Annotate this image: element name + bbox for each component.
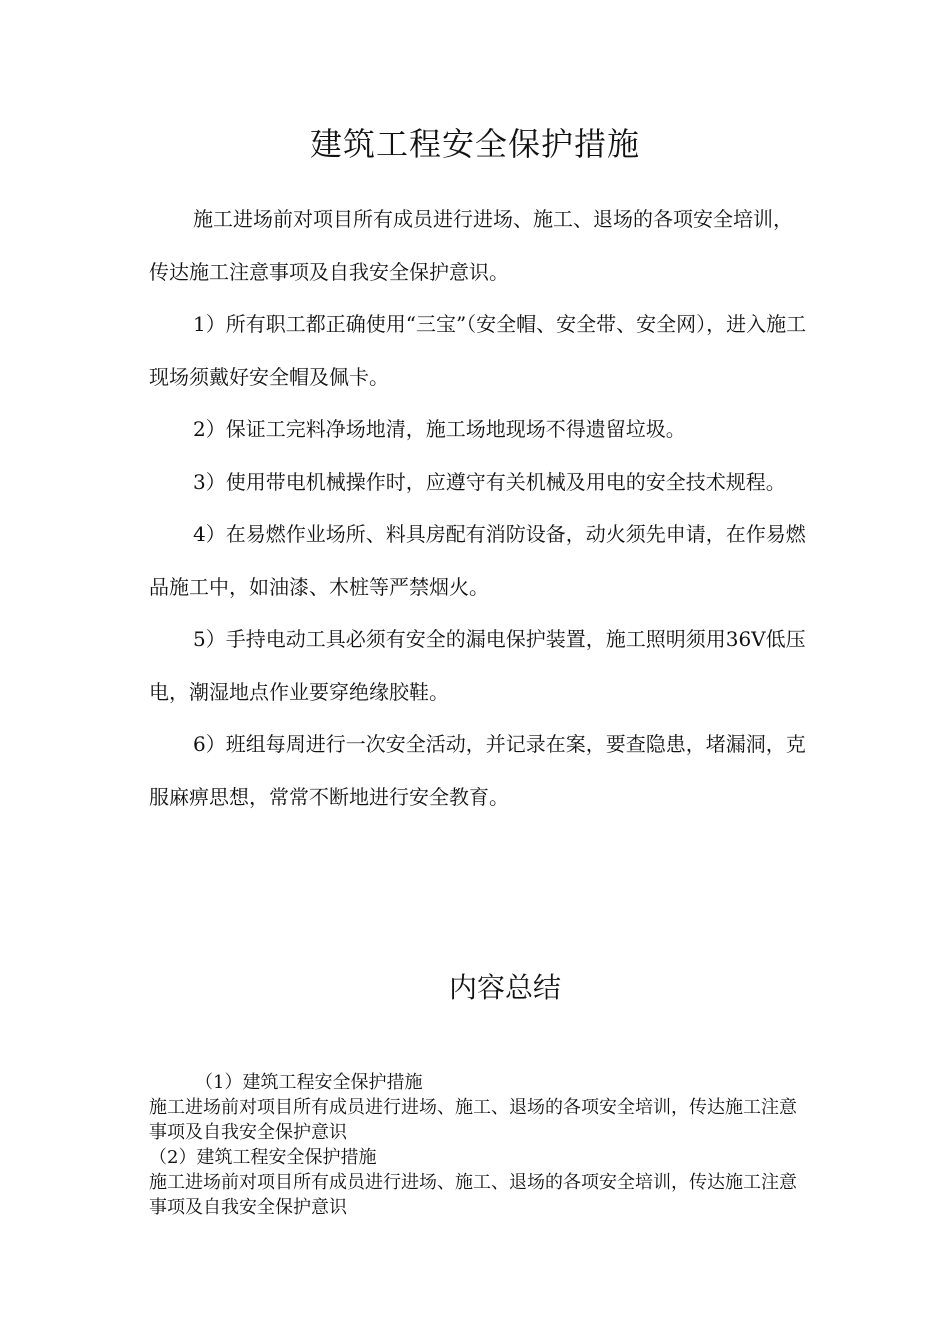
summary-section	[149, 1070, 809, 1220]
document-title: 建筑工程安全保护措施	[309, 125, 640, 163]
paragraph-intro: 施工进场前对项目所有成员进行进场、施工、退场的各项安全培训，传达施工注意事项及自我安全保护意识。	[149, 207, 793, 284]
paragraph-item-6: 6）班组每周进行一次安全活动，并记录在案，要查隐患，堵漏洞，克服麻痹思想，常常不断地进行安全教育。	[149, 732, 806, 809]
paragraph-item-2: 2）保证工完料净场地清，施工场地现场不得遗留垃圾。	[193, 417, 686, 441]
paragraph-item-5: 5）手持电动工具必须有安全的漏电保护装置，施工照明须用36V低压电，潮湿地点作业要穿绝缘胶鞋。	[149, 627, 806, 704]
paragraph-item-3: 3）使用带电机械操作时，应遵守有关机械及用电的安全技术规程。	[193, 469, 786, 494]
document-body	[149, 193, 809, 823]
paragraph-item-1: 1）所有职工都正确使用“三宝”（安全帽、安全带、安全网），进入施工现场须戴好安全帽及佩卡。	[149, 312, 807, 389]
summary-item-heading: （2）建筑工程安全保护措施	[149, 1147, 377, 1168]
paragraph-item-4: 4）在易燃作业场所、料具房配有消防设备，动火须先申请，在作易燃品施工中，如油漆、木桩等严禁烟火。	[149, 522, 806, 599]
summary-item-heading: （1）建筑工程安全保护措施	[195, 1072, 423, 1093]
summary-title: 内容总结	[448, 971, 561, 1004]
summary-item-text: 施工进场前对项目所有成员进行进场、施工、退场的各项安全培训，传达施工注意事项及自我安全保护意识	[149, 1172, 797, 1218]
summary-item-text: 施工进场前对项目所有成员进行进场、施工、退场的各项安全培训，传达施工注意事项及自我安全保护意识	[149, 1097, 797, 1143]
